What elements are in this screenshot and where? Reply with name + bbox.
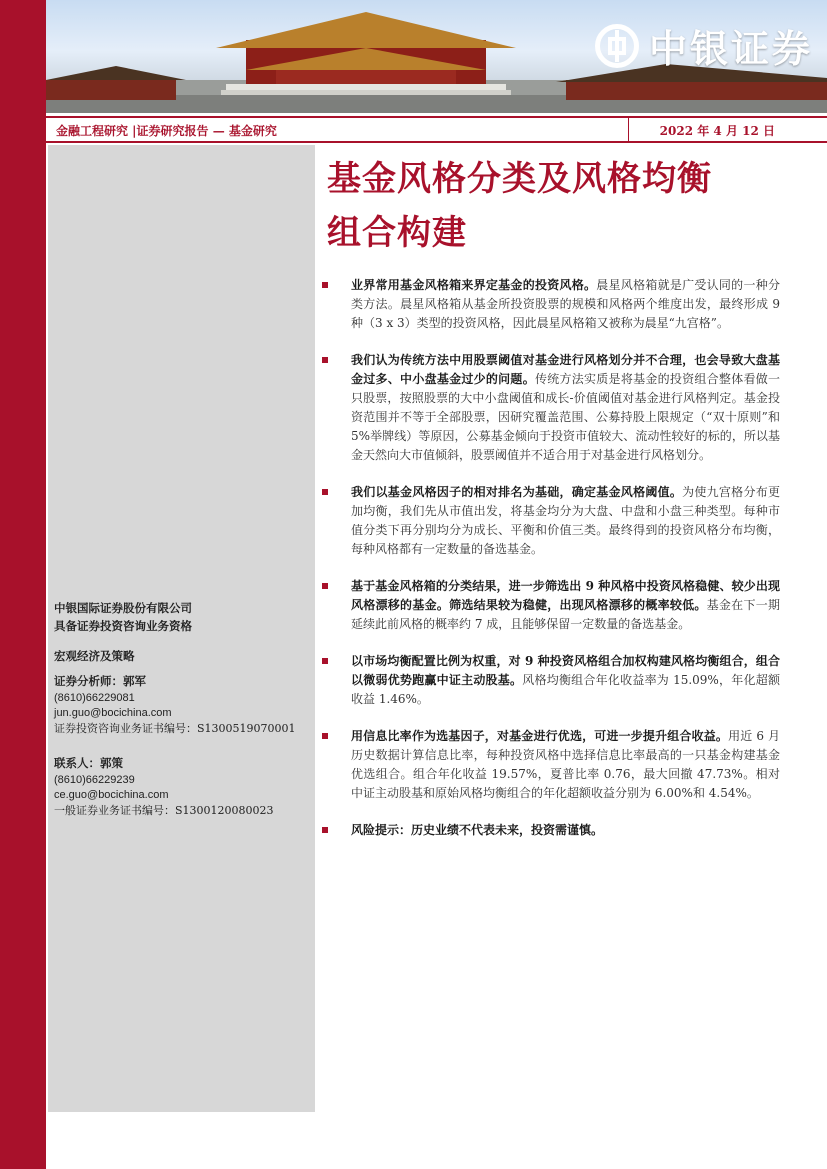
bullet-item [318,351,780,465]
report-date: 2022 年 4 月 12 日 [659,124,775,138]
key-points-list [318,276,780,858]
bullet-item [318,483,780,559]
department: 宏观经济及策略 [54,649,135,663]
company-name: 中银国际证券股份有限公司 [54,601,192,615]
analyst-license: 证券投资咨询业务证书编号：S1300519070001 [54,722,296,735]
report-title [327,152,807,260]
bullet-bold: 风险提示：历史业绩不代表未来，投资需谨慎。 [351,823,604,837]
bullet-bold: 我们认为传统方法中用股票阈值对基金进行风格划分并不合理，也会导致大盘基金过多、中小盘基金过少的问题。 [351,353,780,386]
bullet-text: 传统方法实质是将基金的投资组合整体看做一只股票，按照股票的大中小盘阈值和成长-价值阈值对基金进行风格判定。基金投资范围并不等于全部股票，因研究覆盖范围、公募持股上限规定（“双十原则”和 5%举牌线）等原因，公募基金倾向于投资市值较大、流动性较好的标的，所以基金天然向大市值倾斜，股票阈值并不适合用于对基金进行风格划分。 [351,372,780,462]
sidebar [48,145,315,1112]
bullet-item [318,821,780,840]
bullet-text: 基金在下一期延续此前风格的概率约 7 成，且能够保留一定数量的备选基金。 [351,598,780,631]
company-qualification: 具备证券投资咨询业务资格 [54,619,192,633]
contact-block [54,754,274,818]
report-category: 金融工程研究 |证券研究报告 — 基金研究 [56,124,277,138]
contact-role: 联系人：郭策 [54,756,123,770]
bullet-item [318,577,780,634]
boc-logo-icon [595,24,639,68]
company-block [54,599,192,635]
analyst-phone: (8610)66229081 [54,692,135,704]
bullet-item [318,727,780,803]
brand-logo [595,18,813,73]
bullet-bold: 用信息比率作为选基因子，对基金进行优选，可进一步提升组合收益。 [351,729,729,743]
contact-license: 一般证券业务证书编号：S1300120080023 [54,804,274,817]
bullet-bold: 基于基金风格箱的分类结果，进一步筛选出 9 种风格中投资风格稳健、较少出现风格漂移的基金。筛选结果较为稳健，出现风格漂移的概率较低。 [351,579,780,612]
bullet-text: 为使九宫格分布更加均衡，我们先从市值出发，将基金均分为大盘、中盘和小盘三种类型。每种市值分类下再分别均分为成长、平衡和价值三类。最终得到的投资风格分布均衡，每种风格都有一定数量的备选基金。 [351,485,780,556]
contact-email[interactable]: ce.guo@bocichina.com [54,789,169,801]
bullet-bold: 我们以基金风格因子的相对排名为基础，确定基金风格阈值。 [351,485,683,499]
brand-name: 中银证券 [648,26,813,71]
header-banner [46,0,827,113]
left-accent-bar [0,0,46,1169]
analyst-email[interactable]: jun.guo@bocichina.com [54,707,172,719]
contact-phone: (8610)66229239 [54,774,135,786]
report-info-bar [46,116,827,143]
bullet-text: 用近 6 月历史数据计算信息比率，每种投资风格中选择信息比率最高的一只基金构建基金优选组合。组合年化收益 19.57%，夏普比率 0.76，最大回撤 47.73%。相对中证主动股基和原始风格均衡组合的年化超额收益分别为 6.00%和 4.54%。 [351,729,780,800]
info-divider [628,118,629,141]
analyst-block [54,672,296,736]
bullet-item [318,652,780,709]
title-line-2: 组合构建 [327,213,467,253]
bullet-text: 晨星风格箱就是广受认同的一种分类方法。晨星风格箱从基金所投资股票的规模和风格两个维度出发，最终形成 9 种（3 x 3）类型的投资风格，因此晨星风格箱又被称为晨星“九宫格”。 [351,278,780,330]
title-line-1: 基金风格分类及风格均衡 [327,159,712,199]
bullet-item [318,276,780,333]
bullet-bold: 业界常用基金风格箱来界定基金的投资风格。 [351,278,597,292]
bullet-text: 风格均衡组合年化收益率为 15.09%，年化超额收益 1.46%。 [351,673,780,706]
bullet-bold: 以市场均衡配置比例为权重，对 9 种投资风格组合加权构建风格均衡组合，组合以微弱优势跑赢中证主动股基。 [351,654,780,687]
analyst-role: 证券分析师：郭军 [54,674,146,688]
